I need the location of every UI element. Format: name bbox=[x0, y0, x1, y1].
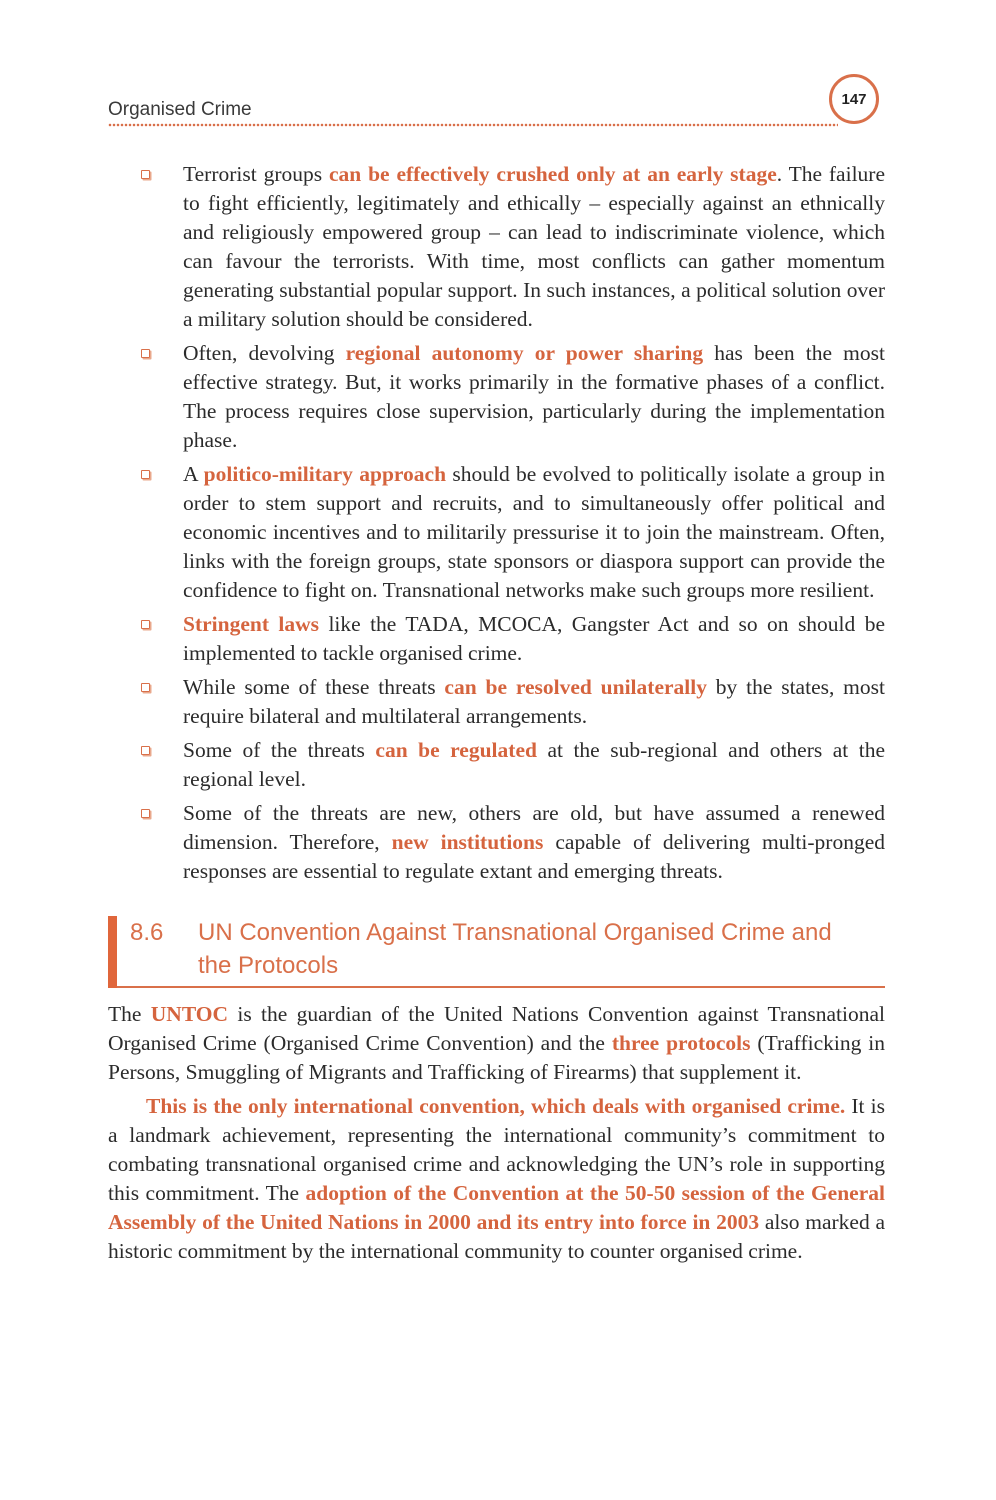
bullet-item bbox=[108, 673, 885, 731]
square-bullet-icon bbox=[141, 620, 150, 629]
bullet-item bbox=[108, 460, 885, 605]
square-bullet-icon bbox=[141, 746, 150, 755]
section-title: UN Convention Against Transnational Organised Crime and the Protocols bbox=[198, 919, 832, 979]
square-bullet-icon bbox=[141, 683, 150, 692]
text-run: at the sub-regional and others at the regional level. bbox=[183, 738, 885, 791]
section-heading bbox=[108, 916, 885, 988]
bullet-list bbox=[108, 160, 885, 886]
text-run: Terrorist groups bbox=[183, 162, 329, 186]
highlighted-phrase: new institutions bbox=[391, 830, 544, 854]
highlighted-phrase: politico-military approach bbox=[203, 462, 447, 486]
highlighted-phrase: can be resolved unilaterally bbox=[444, 675, 707, 699]
square-bullet-icon bbox=[141, 170, 150, 179]
body-paragraph bbox=[108, 1000, 885, 1087]
text-run: should be evolved to politically isolate a group in order to stem support and recruits, and to simultaneously offer political and economic incentives and to militarily pressurise it to join the mainstream. Often, links with the foreign groups, state sponsors or diaspora support can provide the confidence to fight on. Transnational networks make such groups more resilient. bbox=[183, 462, 886, 602]
text-run: has been the most effective strategy. But, it works primarily in the formative phases of a conflict. The process requires close supervision, particularly during the implementation phase. bbox=[183, 341, 885, 452]
section-number: 8.6 bbox=[130, 919, 164, 946]
highlighted-phrase: regional autonomy or power sharing bbox=[345, 341, 704, 365]
highlighted-phrase: adoption of the Convention at the 50-50 session of the General Assembly of the United Nations in 2000 and its entry into force in 2003 bbox=[108, 1181, 885, 1234]
header-dotted-rule bbox=[108, 123, 838, 127]
text-run: like the TADA, MCOCA, Gangster Act and so on should be implemented to tackle organised crime. bbox=[183, 612, 885, 665]
page-number-badge: 147 bbox=[829, 74, 879, 124]
page-content bbox=[108, 160, 885, 1266]
text-run: . The failure to fight efficiently, legitimately and ethically – especially against an ethnically and religiously empowered group – can lead to indiscriminate violence, which can favour the terrorists. With time, most conflicts can gather momentum generating substantial popular support. In such instances, a political solution over a military solution should be considered. bbox=[183, 162, 886, 331]
running-header-title: Organised Crime bbox=[108, 99, 252, 120]
highlighted-phrase: This is the only international convention, which deals with organised crime. bbox=[146, 1094, 846, 1118]
text-run: Some of the threats bbox=[183, 738, 376, 762]
square-bullet-icon bbox=[141, 809, 150, 818]
text-run: (Trafficking in Persons, Smuggling of Migrants and Trafficking of Firearms) that supplement it. bbox=[108, 1031, 885, 1084]
highlighted-phrase: can be regulated bbox=[375, 738, 537, 762]
bullet-item bbox=[108, 736, 885, 794]
highlighted-phrase: three protocols bbox=[611, 1031, 751, 1055]
square-bullet-icon bbox=[141, 349, 150, 358]
text-run: also marked a historic commitment by the international community to counter organised crime. bbox=[108, 1210, 885, 1263]
text-run: Often, devolving bbox=[183, 341, 346, 365]
body-paragraph bbox=[108, 1092, 885, 1266]
section-accent-bar bbox=[108, 916, 117, 988]
text-run: is the guardian of the United Nations Convention against Transnational Organised Crime (Organised Crime Convention) and the bbox=[108, 1002, 885, 1055]
body-paragraphs bbox=[108, 1000, 885, 1266]
text-run: A bbox=[183, 462, 204, 486]
highlighted-phrase: Stringent laws bbox=[183, 612, 320, 636]
bullet-item bbox=[108, 339, 885, 455]
text-run: It is a landmark achievement, representing the international community’s commitment to combating transnational organised crime and acknowledging the UN’s role in supporting this commitment. The bbox=[108, 1094, 885, 1205]
text-run: by the states, most require bilateral and multilateral arrangements. bbox=[183, 675, 885, 728]
text-run: Some of the threats are new, others are old, but have assumed a renewed dimension. Therefore, bbox=[183, 801, 885, 854]
text-run: The bbox=[108, 1002, 151, 1026]
text-run: capable of delivering multi-pronged responses are essential to regulate extant and emerging threats. bbox=[183, 830, 885, 883]
bullet-item bbox=[108, 799, 885, 886]
bullet-item bbox=[108, 610, 885, 668]
text-run: While some of these threats bbox=[183, 675, 445, 699]
highlighted-phrase: can be effectively crushed only at an early stage bbox=[328, 162, 777, 186]
highlighted-phrase: UNTOC bbox=[150, 1002, 229, 1026]
square-bullet-icon bbox=[141, 470, 150, 479]
bullet-item bbox=[108, 160, 885, 334]
